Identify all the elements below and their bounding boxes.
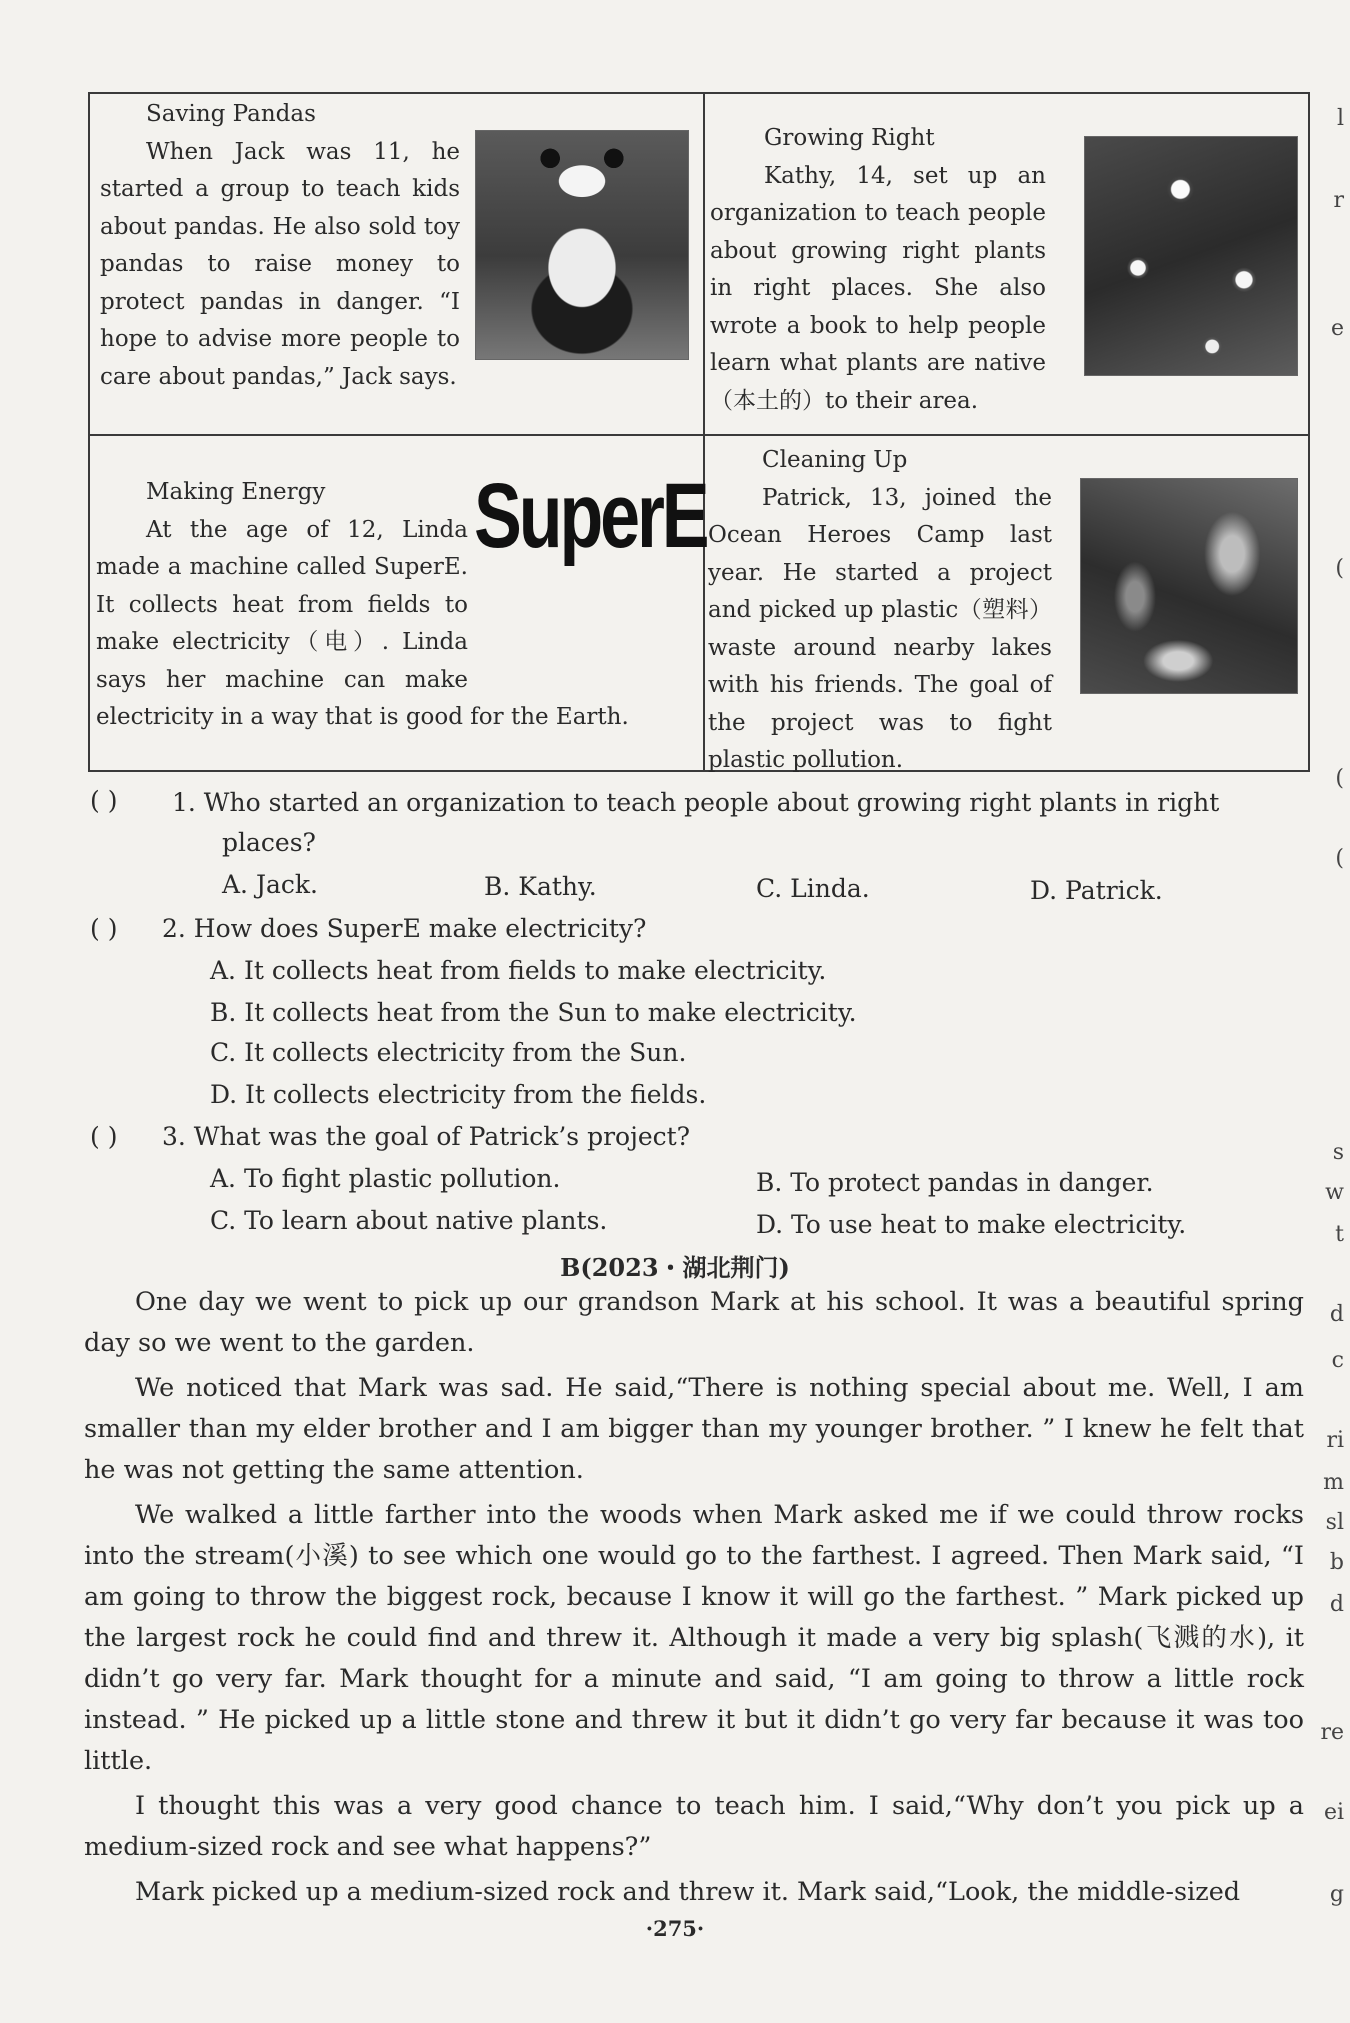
edge-fragment: d bbox=[1329, 1592, 1344, 1617]
edge-fragment: ri bbox=[1326, 1428, 1344, 1453]
edge-fragment: re bbox=[1320, 1720, 1344, 1745]
answer-bracket: ( ) bbox=[90, 786, 118, 815]
edge-fragment: d bbox=[1329, 1302, 1344, 1327]
box-growing-right bbox=[710, 120, 1046, 420]
passage-paragraph: I thought this was a very good chance to teach him. I said,“Why don’t you pick up a medium-sized rock and see what happens?” bbox=[84, 1791, 1304, 1862]
option-c: C. Linda. bbox=[756, 874, 870, 903]
panda-photo bbox=[475, 130, 689, 360]
edge-fragment: t bbox=[1335, 1222, 1344, 1247]
box-body-text: At the age of 12, Linda made a machine called SuperE. It collects heat from fields to make electricity（电）. Linda says her machine can make electricity in a way that is good for the Earth. bbox=[96, 516, 629, 730]
edge-fragment: g bbox=[1329, 1882, 1344, 1907]
edge-fragment: sl bbox=[1325, 1510, 1344, 1535]
supere-logo: SuperE bbox=[474, 465, 707, 567]
question-stem: 1. Who started an organization to teach people about growing right plants in right bbox=[172, 788, 1220, 817]
answer-bracket: ( ) bbox=[90, 914, 118, 943]
option-d: D. To use heat to make electricity. bbox=[756, 1210, 1187, 1239]
option-b: B. Kathy. bbox=[484, 872, 597, 901]
info-table bbox=[88, 92, 1310, 772]
box-saving-pandas bbox=[100, 96, 460, 396]
edge-fragment: b bbox=[1329, 1550, 1344, 1575]
option-d: D. It collects electricity from the fields. bbox=[210, 1080, 707, 1109]
box-body: Kathy, 14, set up an organization to teach people about growing right plants in right places. She also wrote a book to help people learn what plants are native（本土的）to their area. bbox=[710, 162, 1046, 414]
edge-fragment: c bbox=[1331, 1348, 1344, 1373]
box-body: Patrick, 13, joined the Ocean Heroes Camp last year. He started a project and picked up plastic（塑料）waste around nearby lakes with his friends. The goal of the project was to fight plastic pollution. bbox=[708, 484, 1052, 773]
question-stem-cont: places? bbox=[222, 828, 316, 857]
answer-bracket: ( ) bbox=[90, 1122, 118, 1151]
edge-fragment: ei bbox=[1323, 1800, 1344, 1825]
option-a: A. To fight plastic pollution. bbox=[210, 1164, 561, 1193]
passage-paragraph: We noticed that Mark was sad. He said,“There is nothing special about me. Well, I am smaller than my elder brother and I am bigger than my younger brother. ” I knew he felt that he was not getting the same attention. bbox=[84, 1373, 1304, 1485]
edge-fragment: ( bbox=[1335, 556, 1344, 581]
section-b-title: B(2023・湖北荆门) bbox=[560, 1253, 790, 1282]
option-c: C. To learn about native plants. bbox=[210, 1206, 608, 1235]
edge-fragment: s bbox=[1332, 1140, 1344, 1165]
option-b: B. To protect pandas in danger. bbox=[756, 1168, 1154, 1197]
edge-fragment: ( bbox=[1335, 846, 1344, 871]
ocean-plastic-photo bbox=[1080, 478, 1298, 694]
passage-paragraph: We walked a little farther into the woods when Mark asked me if we could throw rocks into the stream(小溪) to see which one would go to the farthest. I agreed. Then Mark said, “I am going to throw the biggest rock, because I know it will go the farthest. ” Mark picked up the largest rock he could find and threw it. Although it made a very big splash(飞溅的水), it didn’t go very far. Mark thought for a minute and said, “I am going to throw a little rock instead. ” He picked up a little stone and threw it but it didn’t go very far because it was too little. bbox=[84, 1500, 1304, 1776]
edge-fragment: r bbox=[1333, 188, 1344, 213]
box-cleaning-up bbox=[708, 442, 1052, 780]
table-divider-vertical bbox=[703, 94, 705, 770]
option-c: C. It collects electricity from the Sun. bbox=[210, 1038, 687, 1067]
box-body: When Jack was 11, he started a group to teach kids about pandas. He also sold toy pandas to raise money to protect pandas in danger. “I hope to advise more people to care about pandas,” Jack says. bbox=[100, 138, 460, 390]
box-title: Saving Pandas bbox=[146, 101, 316, 127]
box-title: Cleaning Up bbox=[762, 447, 908, 473]
edge-fragment: w bbox=[1325, 1180, 1344, 1205]
flowers-photo bbox=[1084, 136, 1298, 376]
option-d: D. Patrick. bbox=[1030, 876, 1163, 905]
box-title: Growing Right bbox=[764, 125, 935, 151]
edge-fragment: ( bbox=[1335, 766, 1344, 791]
passage-paragraph: One day we went to pick up our grandson Mark at his school. It was a beautiful spring day so we went to the garden. bbox=[84, 1287, 1304, 1358]
edge-fragment: l bbox=[1336, 106, 1344, 131]
option-a: A. It collects heat from fields to make electricity. bbox=[210, 956, 827, 985]
option-b: B. It collects heat from the Sun to make electricity. bbox=[210, 998, 857, 1027]
passage-paragraph: Mark picked up a medium-sized rock and threw it. Mark said,“Look, the middle-sized bbox=[135, 1877, 1241, 1907]
box-title: Making Energy bbox=[146, 479, 326, 505]
question-stem: 2. How does SuperE make electricity? bbox=[162, 914, 647, 943]
edge-fragment: m bbox=[1323, 1470, 1344, 1495]
edge-fragment: e bbox=[1330, 316, 1344, 341]
question-stem: 3. What was the goal of Patrick’s project? bbox=[162, 1122, 691, 1151]
option-a: A. Jack. bbox=[222, 870, 318, 899]
page-number: ·275· bbox=[645, 1916, 705, 1941]
passage-b bbox=[84, 1282, 1304, 1917]
table-divider-horizontal bbox=[90, 434, 1308, 436]
